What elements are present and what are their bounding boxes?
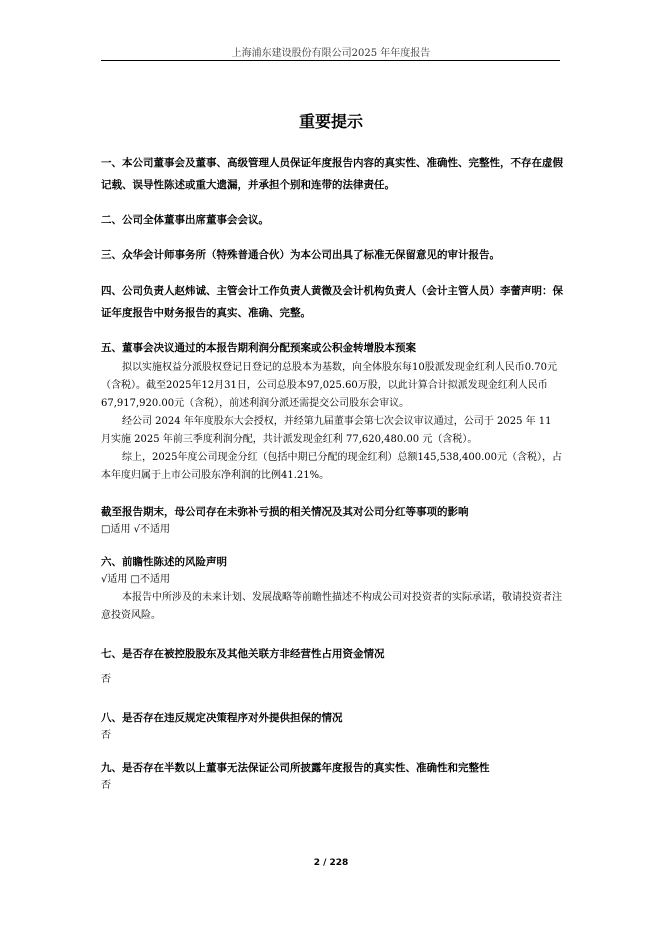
dividend-summary-paragraph: 综上，2025年度公司现金分红（包括中期已分配的现金红利）总额145,538,400.00元（含税），占本年度归属于上市公司股东净利润的比例41.21%。	[101, 452, 562, 481]
section-1: 一、本公司董事会及董事、高级管理人员保证年度报告内容的真实性、准确性、完整性，不存在虚假记载、误导性陈述或重大遗漏，并承担个别和连带的法律责任。	[101, 157, 563, 191]
section-4: 四、公司负责人赵炜诚、主管会计工作负责人黄微及会计机构负责人（会计主管人员）李蕾声明：保证年度报告中财务报告的真实、准确、完整。	[101, 285, 563, 319]
section-8-heading: 八、是否存在违反规定决策程序对外提供担保的情况	[101, 712, 343, 724]
dividend-plan-paragraph: 拟以实施权益分派股权登记日登记的总股本为基数，向全体股东每10股派发现金红利人民币0.70元（含税）。截至2025年12月31日，公司总股本97,025.60万股，以此计算合计拟派发现金红利人民币67,917,920.00元（含税），前述利润分派还需提交公司股东会审议。	[101, 362, 557, 409]
section-6-options: √适用 □不适用	[101, 574, 170, 585]
running-header: 上海浦东建设股份有限公司2025 年年度报告	[231, 48, 431, 59]
page-title: 重要提示	[298, 112, 363, 131]
uncovered-loss-heading: 截至报告期末，母公司存在未弥补亏损的相关情况及其对公司分红等事项的影响	[101, 506, 469, 518]
section-8-answer: 否	[101, 730, 111, 741]
interim-dividend-paragraph: 经公司 2024 年年度股东大会授权，并经第九届董事会第七次会议审议通过，公司于 2025 年 11 月实施 2025 年前三季度利润分配，共计派发现金红利 77,620,480.00 元（含税）。	[101, 416, 552, 445]
header-divider	[101, 60, 560, 61]
section-7-answer: 否	[101, 674, 111, 685]
section-9-answer: 否	[101, 780, 111, 791]
page-number: 2 / 228	[313, 858, 349, 868]
section-6-heading: 六、前瞻性陈述的风险声明	[101, 556, 227, 568]
section-7-heading: 七、是否存在被控股股东及其他关联方非经营性占用资金情况	[101, 648, 385, 660]
section-3: 三、众华会计师事务所（特殊普通合伙）为本公司出具了标准无保留意见的审计报告。	[101, 249, 500, 261]
section-2: 二、公司全体董事出席董事会会议。	[101, 214, 269, 226]
section-5-heading: 五、董事会决议通过的本报告期利润分配预案或公积金转增股本预案	[101, 342, 416, 354]
document-body	[101, 152, 563, 795]
uncovered-loss-options: □适用 √不适用	[101, 524, 170, 535]
section-9-heading: 九、是否存在半数以上董事无法保证公司所披露年度报告的真实性、准确性和完整性	[101, 762, 490, 774]
section-5-body	[101, 359, 563, 485]
forward-looking-statement: 本报告中所涉及的未来计划、发展战略等前瞻性描述不构成公司对投资者的实际承诺，敬请投资者注意投资风险。	[101, 592, 562, 621]
